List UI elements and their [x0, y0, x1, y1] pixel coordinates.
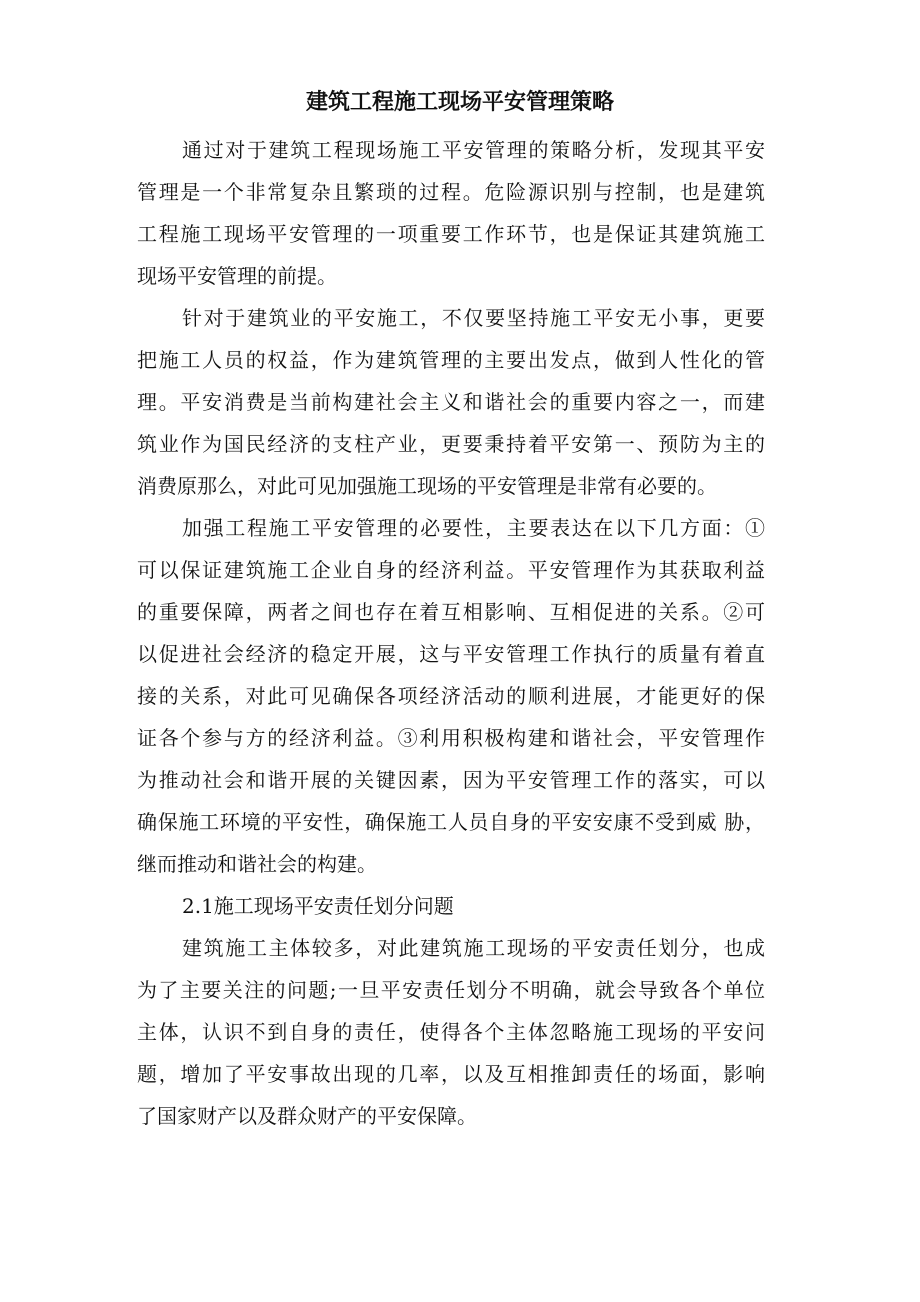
- text-line: 筑业作为国民经济的支柱产业，更要秉持着平安第一、预防为主的: [137, 432, 765, 456]
- text-line: 建筑施工主体较多，对此建筑施工现场的平安责任划分，也成: [182, 936, 765, 960]
- text-line: 把施工人员的权益，作为建筑管理的主要出发点，做到人性化的管: [137, 348, 765, 372]
- text-line: 证各个参与方的经济利益。③利用积极构建和谐社会，平安管理作: [137, 726, 765, 750]
- text-line: 以促进社会经济的稳定开展，这与平安管理工作执行的质量有着直: [137, 642, 765, 666]
- text-line: 消费原那么，对此可见加强施工现场的平安管理是非常有必要的。: [137, 474, 717, 498]
- text-line: 2.1施工现场平安责任划分问题: [182, 894, 454, 918]
- text-line: 管理是一个非常复杂且繁琐的过程。危险源识别与控制，也是建筑: [137, 180, 765, 204]
- paragraph: [137, 927, 765, 1137]
- text-line: 通过对于建筑工程现场施工平安管理的策略分析，发现其平安: [182, 138, 765, 162]
- text-line: 为推动社会和谐开展的关键因素，因为平安管理工作的落实，可以: [137, 768, 765, 792]
- text-line: 主体，认识不到自身的责任，使得各个主体忽略施工现场的平安问: [137, 1020, 765, 1044]
- section-heading: [137, 885, 765, 927]
- paragraph: [137, 507, 765, 885]
- text-line: 针对于建筑业的平安施工，不仅要坚持施工平安无小事，更要: [182, 306, 765, 330]
- text-line: 工程施工现场平安管理的一项重要工作环节，也是保证其建筑施工: [137, 222, 765, 246]
- text-line: 可以保证建筑施工企业自身的经济利益。平安管理作为其获取利益: [137, 558, 765, 582]
- text-line: 理。平安消费是当前构建社会主义和谐社会的重要内容之一，而建: [137, 390, 765, 414]
- paragraph: [137, 129, 765, 297]
- text-line: 现场平安管理的前提。: [137, 264, 337, 288]
- text-line: 接的关系，对此可见确保各项经济活动的顺利进展，才能更好的保: [137, 684, 765, 708]
- text-line: 继而推动和谐社会的构建。: [137, 852, 377, 876]
- document-body: [137, 129, 765, 1137]
- text-line: 为了主要关注的问题;一旦平安责任划分不明确，就会导致各个单位: [137, 978, 765, 1002]
- text-line: 的重要保障，两者之间也存在着互相影响、互相促进的关系。②可: [137, 600, 765, 624]
- text-line: 题，增加了平安事故出现的几率，以及互相推卸责任的场面，影响: [137, 1062, 765, 1086]
- text-line: 加强工程施工平安管理的必要性，主要表达在以下几方面：①: [182, 516, 765, 540]
- text-line: 了国家财产以及群众财产的平安保障。: [137, 1104, 477, 1128]
- document-title: 建筑工程施工现场平安管理策略: [305, 89, 614, 115]
- text-line: 确保施工环境的平安性，确保施工人员自身的平安安康不受到威 胁，: [137, 810, 765, 834]
- paragraph: [137, 297, 765, 507]
